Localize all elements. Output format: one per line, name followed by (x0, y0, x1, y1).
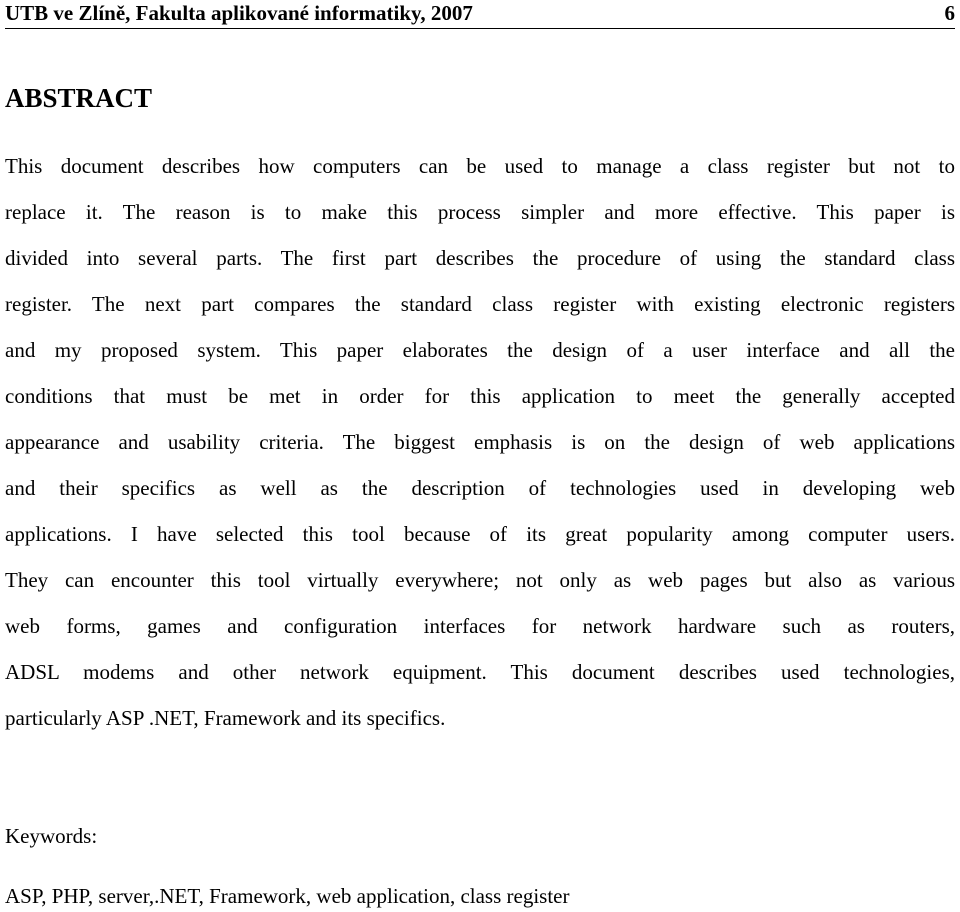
abstract-line: and their specifics as well as the description of technologies used in developing web (5, 476, 955, 500)
abstract-line: They can encounter this tool virtually everywhere; not only as web pages but also as various (5, 568, 955, 592)
abstract-line: appearance and usability criteria. The biggest emphasis is on the design of web applications (5, 430, 955, 454)
running-header (5, 0, 955, 29)
page-number: 6 (944, 1, 955, 25)
abstract-line: web forms, games and configuration interfaces for network hardware such as routers, (5, 614, 955, 638)
abstract-line: particularly ASP .NET, Framework and its specifics. (5, 706, 446, 730)
abstract-line: divided into several parts. The first part describes the procedure of using the standard class (5, 246, 955, 270)
abstract-line: replace it. The reason is to make this process simpler and more effective. This paper is (5, 200, 955, 224)
abstract-heading: ABSTRACT (5, 83, 153, 113)
abstract-line: register. The next part compares the standard class register with existing electronic registers (5, 292, 955, 316)
keywords-label: Keywords: (5, 824, 98, 848)
abstract-line: applications. I have selected this tool because of its great popularity among computer users. (5, 522, 955, 546)
abstract-line: ADSL modems and other network equipment. This document describes used technologies, (5, 660, 955, 684)
header-title: UTB ve Zlíně, Fakulta aplikované informatiky, 2007 (5, 1, 473, 25)
abstract-line: conditions that must be met in order for this application to meet the generally accepted (5, 384, 955, 408)
keywords-list: ASP, PHP, server,.NET, Framework, web application, class register (5, 884, 570, 908)
abstract-line: This document describes how computers can be used to manage a class register but not to (5, 154, 955, 178)
abstract-line: and my proposed system. This paper elaborates the design of a user interface and all the (5, 338, 955, 362)
abstract-paragraph (5, 143, 955, 741)
